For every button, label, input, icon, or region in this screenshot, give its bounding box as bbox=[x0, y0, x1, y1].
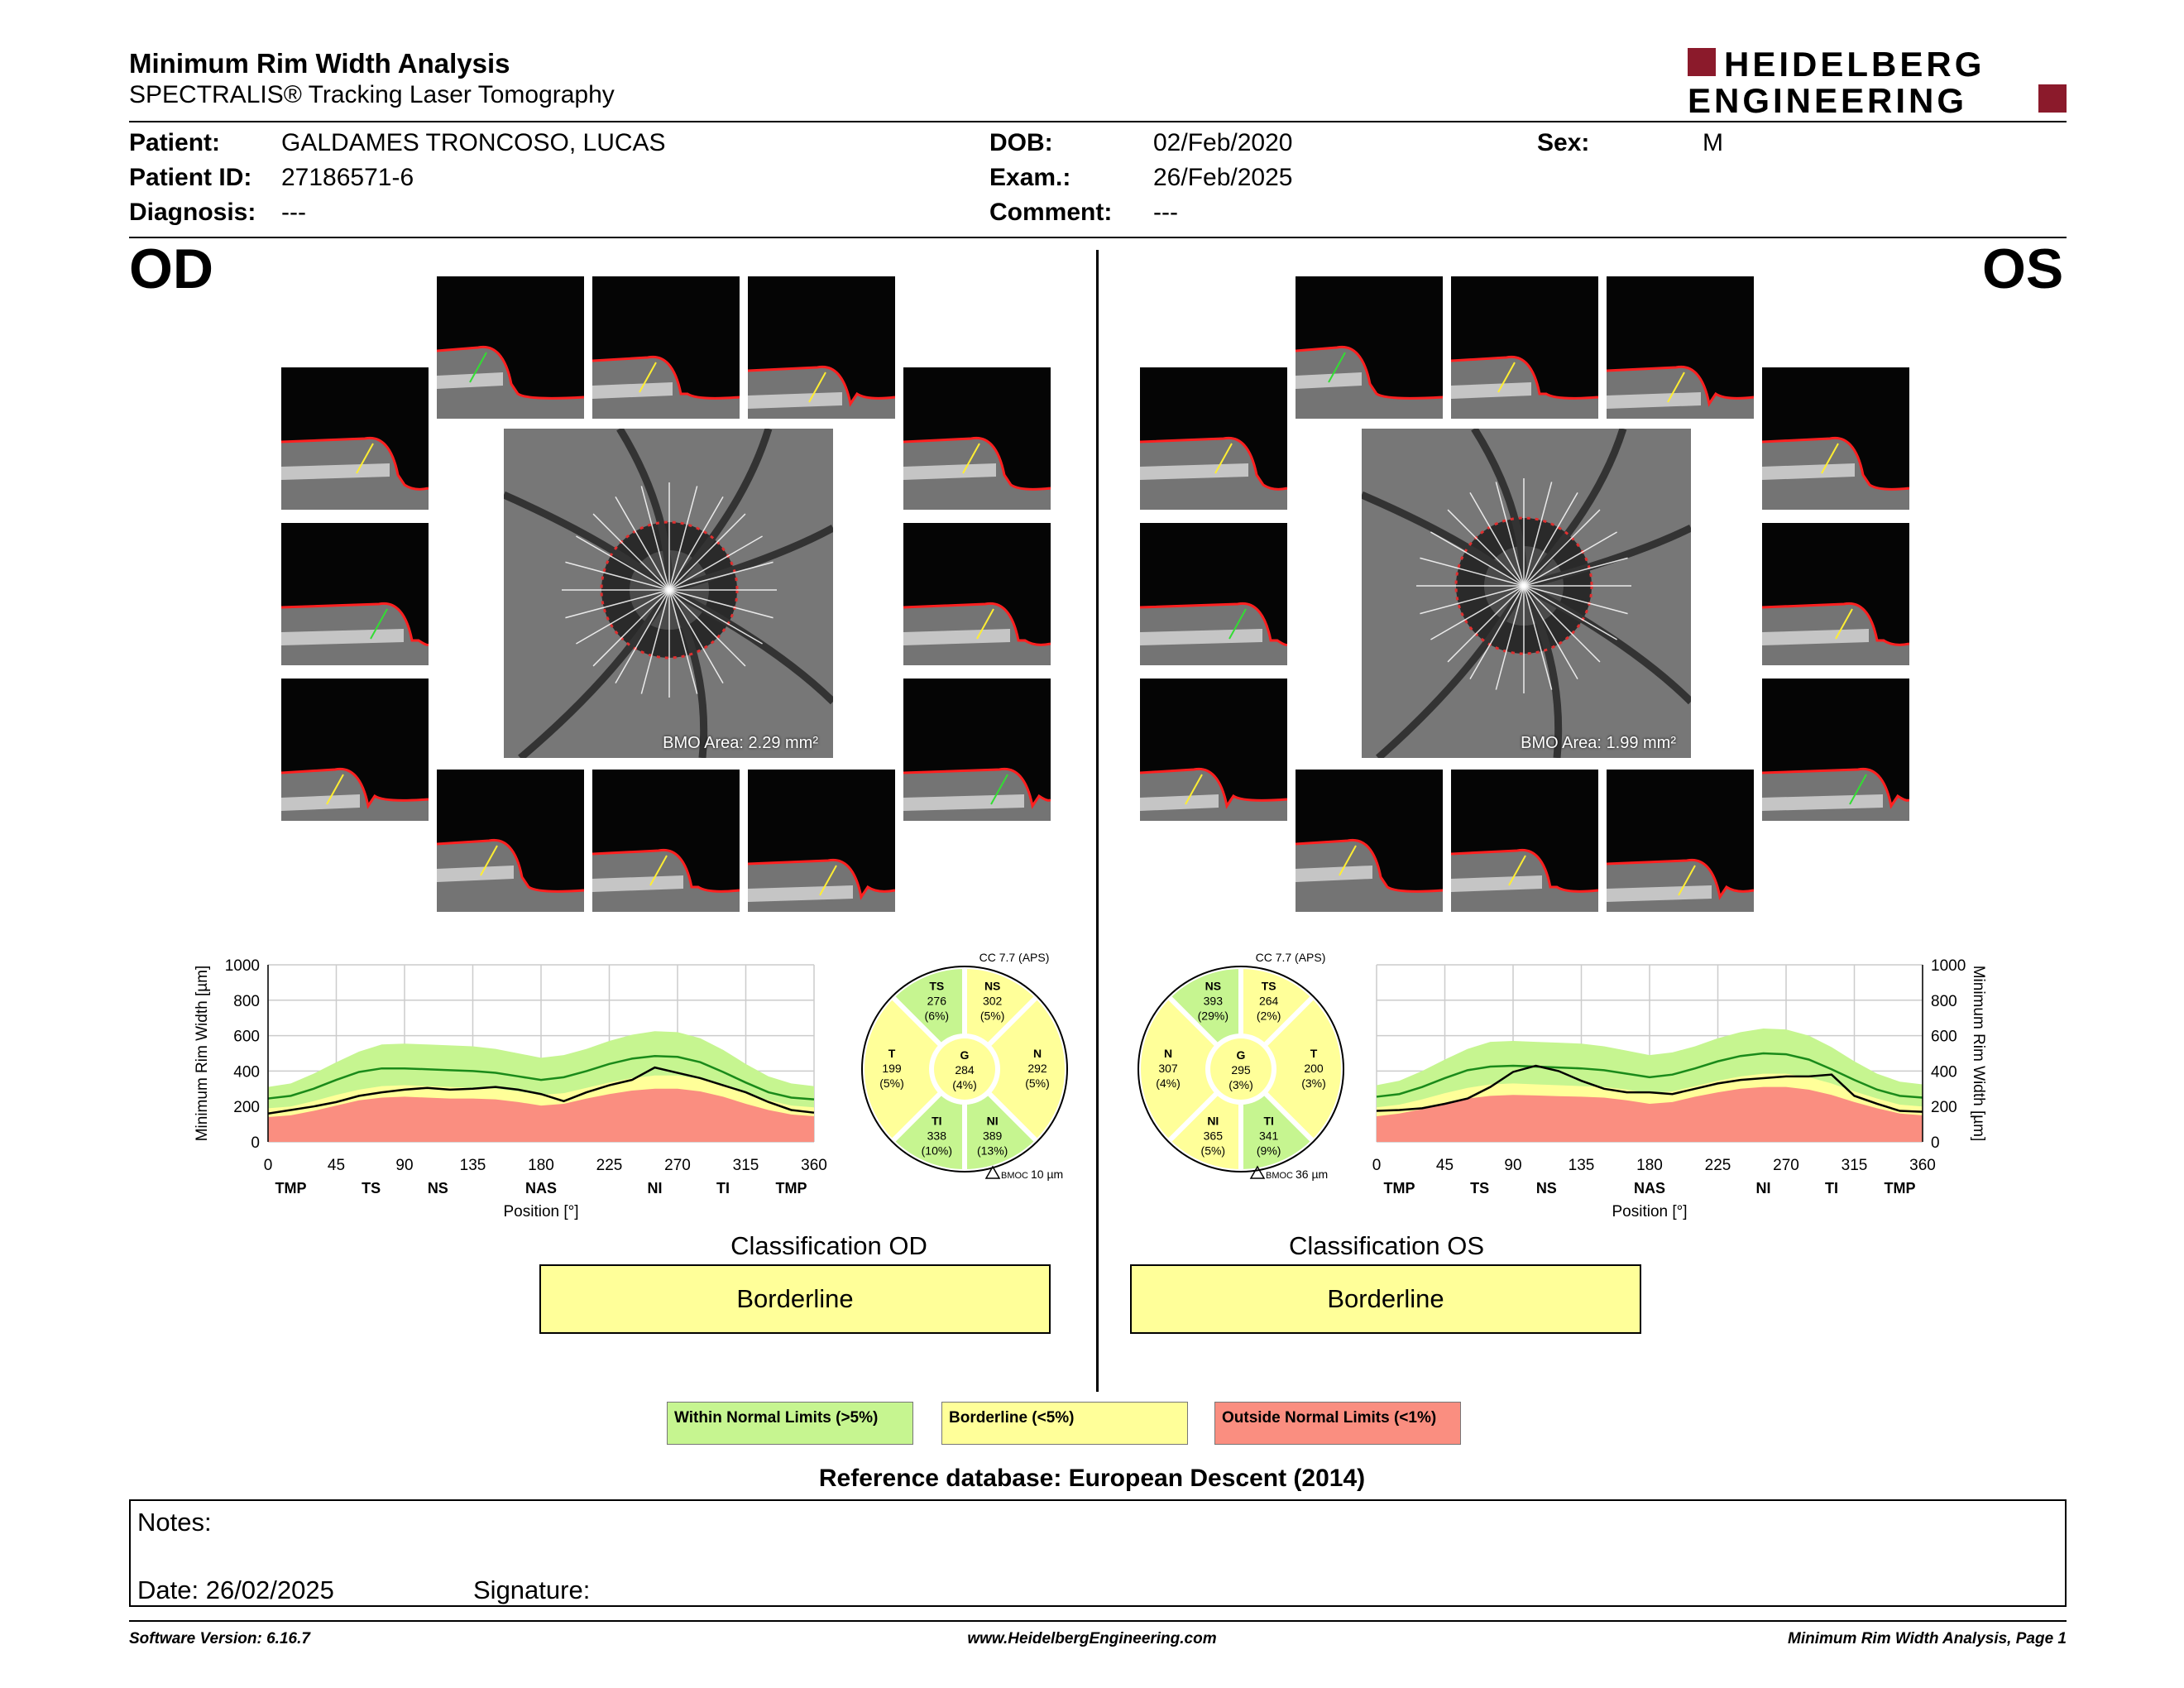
diagnosis-label: Diagnosis: bbox=[129, 199, 256, 226]
od-sector-pie bbox=[836, 943, 1084, 1183]
info-rule bbox=[129, 237, 2067, 238]
svg-text:HEIDELBERG: HEIDELBERG bbox=[1724, 45, 1985, 84]
sector-text: 302 bbox=[982, 994, 1003, 1008]
sector-text: N bbox=[1163, 1047, 1173, 1060]
sector-text: (9%) bbox=[1256, 1144, 1281, 1158]
x-tick-label: 360 bbox=[1909, 1157, 1936, 1174]
y-tick-label: 800 bbox=[1931, 992, 1957, 1010]
sector-text: (10%) bbox=[921, 1144, 953, 1158]
dob-label: DOB: bbox=[989, 129, 1053, 156]
oct-bscan-8 bbox=[1762, 523, 1909, 665]
cc-label: CC 7.7 (APS) bbox=[1255, 951, 1326, 964]
sector-text: (3%) bbox=[1228, 1078, 1253, 1091]
os-classification-title: Classification OS bbox=[1288, 1231, 1485, 1260]
sector-label: NS bbox=[427, 1180, 448, 1196]
os-eye-label: OS bbox=[1982, 237, 2064, 300]
y-tick-label: 200 bbox=[1931, 1099, 1957, 1117]
oct-bscan-6 bbox=[281, 679, 429, 821]
x-tick-label: 225 bbox=[1704, 1157, 1731, 1174]
x-axis-title: Position [°] bbox=[1612, 1203, 1688, 1220]
oct-bscan-12 bbox=[1607, 770, 1754, 912]
sector-text: TS bbox=[1261, 979, 1276, 993]
legend-outside-normal: Outside Normal Limits (<1%) bbox=[1214, 1402, 1461, 1445]
patient-label: Patient: bbox=[129, 129, 221, 156]
website: www.HeidelbergEngineering.com bbox=[967, 1630, 1217, 1647]
y-tick-label: 400 bbox=[1931, 1063, 1957, 1081]
sector-text: (4%) bbox=[1156, 1077, 1181, 1090]
oct-bscan-3 bbox=[1607, 276, 1754, 419]
legend-borderline: Borderline (<5%) bbox=[941, 1402, 1188, 1445]
sector-label: TMP bbox=[1383, 1180, 1415, 1196]
x-tick-label: 45 bbox=[1435, 1157, 1454, 1174]
sector-text: (3%) bbox=[1301, 1077, 1326, 1090]
sector-text: (5%) bbox=[1025, 1077, 1050, 1090]
date-label: Date: 26/02/2025 bbox=[137, 1575, 334, 1604]
x-tick-label: 270 bbox=[1773, 1157, 1799, 1174]
oct-bscan-12 bbox=[748, 770, 895, 912]
sector-text: NI bbox=[986, 1114, 999, 1128]
y-tick-label: 1000 bbox=[1931, 957, 1966, 975]
os-mrw-chart bbox=[1357, 952, 2002, 1225]
x-tick-label: 360 bbox=[801, 1157, 827, 1174]
os-fundus-image bbox=[1362, 429, 1691, 758]
software-version: Software Version: 6.16.7 bbox=[129, 1630, 310, 1647]
od-classification-title: Classification OD bbox=[730, 1231, 927, 1260]
report-title: Minimum Rim Width Analysis bbox=[129, 48, 510, 79]
sector-text: 292 bbox=[1027, 1062, 1047, 1075]
sector-label: TS bbox=[1470, 1180, 1490, 1196]
x-tick-label: 135 bbox=[459, 1157, 486, 1174]
bmoc-sub: BMOC bbox=[1001, 1171, 1028, 1181]
oct-bscan-2 bbox=[1451, 276, 1598, 419]
patient-id-label: Patient ID: bbox=[129, 164, 252, 191]
od-classification-box: Borderline bbox=[539, 1264, 1051, 1334]
sector-text: 295 bbox=[1231, 1063, 1251, 1077]
os-sector-pie bbox=[1133, 943, 1382, 1183]
sector-label: NAS bbox=[1633, 1180, 1666, 1196]
sector-text: 276 bbox=[927, 994, 947, 1008]
sector-label: TMP bbox=[1884, 1180, 1916, 1196]
bmoc-sub: BMOC bbox=[1266, 1171, 1293, 1181]
sector-text: 341 bbox=[1258, 1129, 1279, 1143]
y-tick-label: 0 bbox=[1931, 1134, 1940, 1152]
y-tick-label: 800 bbox=[233, 992, 260, 1010]
sector-label: NI bbox=[1755, 1180, 1771, 1196]
oct-bscan-1 bbox=[1296, 276, 1443, 419]
sector-label: NS bbox=[1535, 1180, 1557, 1196]
sector-text: (6%) bbox=[924, 1009, 950, 1023]
y-axis-title: Minimum Rim Width [µm] bbox=[194, 965, 211, 1142]
x-tick-label: 0 bbox=[1372, 1157, 1382, 1174]
oct-bscan-8 bbox=[903, 523, 1051, 665]
legend-within-normal: Within Normal Limits (>5%) bbox=[667, 1402, 913, 1445]
od-bmo-area: BMO Area: 2.29 mm² bbox=[663, 734, 818, 752]
sector-text: T bbox=[888, 1047, 896, 1060]
report-subtitle: SPECTRALIS® Tracking Laser Tomography bbox=[129, 81, 615, 108]
oct-bscan-6 bbox=[1140, 679, 1287, 821]
x-tick-label: 45 bbox=[327, 1157, 346, 1174]
sector-text: NS bbox=[1205, 979, 1222, 993]
comment-label: Comment: bbox=[989, 199, 1113, 226]
od-mrw-chart bbox=[190, 952, 836, 1225]
dob-value: 02/Feb/2020 bbox=[1153, 129, 1293, 156]
x-tick-label: 315 bbox=[1841, 1157, 1868, 1174]
sector-label: NI bbox=[647, 1180, 663, 1196]
sector-text: 365 bbox=[1203, 1129, 1224, 1143]
sector-label: TMP bbox=[275, 1180, 307, 1196]
os-bmo-area: BMO Area: 1.99 mm² bbox=[1521, 734, 1676, 752]
oct-bscan-4 bbox=[1140, 367, 1287, 510]
y-tick-label: 600 bbox=[233, 1028, 260, 1046]
sector-text: N bbox=[1032, 1047, 1042, 1060]
sector-text: 284 bbox=[955, 1063, 975, 1077]
y-tick-label: 0 bbox=[251, 1134, 260, 1152]
x-tick-label: 90 bbox=[1504, 1157, 1522, 1174]
oct-bscan-5 bbox=[281, 523, 429, 665]
x-tick-label: 135 bbox=[1568, 1157, 1595, 1174]
chart-plot-area bbox=[1377, 965, 1923, 1142]
y-tick-label: 200 bbox=[233, 1099, 260, 1117]
x-tick-label: 315 bbox=[732, 1157, 759, 1174]
oct-bscan-5 bbox=[1140, 523, 1287, 665]
sector-label: NAS bbox=[524, 1180, 558, 1196]
diagnosis-value: --- bbox=[281, 199, 306, 226]
y-tick-label: 600 bbox=[1931, 1028, 1957, 1046]
sector-text: (2%) bbox=[1256, 1009, 1281, 1023]
sector-text: 389 bbox=[982, 1129, 1003, 1143]
sector-text: NI bbox=[1207, 1114, 1219, 1128]
exam-value: 26/Feb/2025 bbox=[1153, 164, 1293, 191]
sector-text: 199 bbox=[882, 1062, 902, 1075]
oct-bscan-11 bbox=[1451, 770, 1598, 912]
sector-text: (4%) bbox=[952, 1078, 977, 1091]
x-axis-title: Position [°] bbox=[503, 1203, 579, 1220]
sector-label: TMP bbox=[775, 1180, 807, 1196]
sex-value: M bbox=[1703, 129, 1723, 156]
oct-bscan-7 bbox=[903, 367, 1051, 510]
oct-bscan-7 bbox=[1762, 367, 1909, 510]
x-tick-label: 270 bbox=[664, 1157, 691, 1174]
y-tick-label: 400 bbox=[233, 1063, 260, 1081]
comment-value: --- bbox=[1153, 199, 1178, 226]
oct-bscan-9 bbox=[903, 679, 1051, 821]
header-rule bbox=[129, 121, 2067, 122]
x-tick-label: 180 bbox=[528, 1157, 554, 1174]
sector-text: (5%) bbox=[979, 1009, 1005, 1023]
x-tick-label: 225 bbox=[596, 1157, 623, 1174]
od-eye-label: OD bbox=[129, 237, 213, 300]
exam-label: Exam.: bbox=[989, 164, 1071, 191]
sector-text: (5%) bbox=[1200, 1144, 1226, 1158]
footer-rule bbox=[129, 1620, 2067, 1622]
oct-bscan-1 bbox=[437, 276, 584, 419]
svg-text:ENGINEERING: ENGINEERING bbox=[1688, 81, 1968, 116]
x-tick-label: 0 bbox=[263, 1157, 273, 1174]
chart-plot-area bbox=[268, 965, 814, 1142]
logo-square-top bbox=[1688, 48, 1716, 76]
sector-text: 307 bbox=[1158, 1062, 1178, 1075]
sector-text: TI bbox=[1263, 1114, 1274, 1128]
oct-bscan-11 bbox=[592, 770, 740, 912]
bmoc-value: 10 µm bbox=[1031, 1168, 1064, 1181]
oct-bscan-10 bbox=[1296, 770, 1443, 912]
oct-bscan-4 bbox=[281, 367, 429, 510]
sector-label: TI bbox=[716, 1180, 730, 1196]
sex-label: Sex: bbox=[1537, 129, 1590, 156]
oct-bscan-2 bbox=[592, 276, 740, 419]
y-axis-title: Minimum Rim Width [µm] bbox=[1970, 965, 1987, 1142]
cc-label: CC 7.7 (APS) bbox=[979, 951, 1050, 964]
sector-text: (13%) bbox=[976, 1144, 1008, 1158]
oct-bscan-3 bbox=[748, 276, 895, 419]
signature-label: Signature: bbox=[473, 1575, 591, 1604]
y-tick-label: 1000 bbox=[224, 957, 260, 975]
sector-text: TI bbox=[932, 1114, 942, 1128]
sector-text: TS bbox=[929, 979, 945, 993]
heidelberg-logo bbox=[1688, 45, 2068, 116]
patient-id: 27186571-6 bbox=[281, 164, 414, 191]
sector-text: G bbox=[960, 1048, 970, 1062]
sector-text: (29%) bbox=[1197, 1009, 1229, 1023]
sector-text: 264 bbox=[1258, 994, 1279, 1008]
sector-label: TS bbox=[362, 1180, 381, 1196]
x-tick-label: 90 bbox=[395, 1157, 414, 1174]
sector-label: TI bbox=[1825, 1180, 1838, 1196]
oct-bscan-10 bbox=[437, 770, 584, 912]
eye-divider bbox=[1096, 250, 1099, 1392]
os-classification-box: Borderline bbox=[1130, 1264, 1641, 1334]
notes-label: Notes: bbox=[137, 1508, 212, 1537]
sector-text: (5%) bbox=[879, 1077, 904, 1090]
notes-box[interactable] bbox=[129, 1499, 2067, 1607]
bmoc-value: 36 µm bbox=[1296, 1168, 1329, 1181]
sector-text: 200 bbox=[1304, 1062, 1324, 1075]
sector-text: T bbox=[1310, 1047, 1318, 1060]
sector-text: 393 bbox=[1203, 994, 1224, 1008]
x-tick-label: 180 bbox=[1636, 1157, 1663, 1174]
reference-database: Reference database: European Descent (2014) bbox=[818, 1465, 1366, 1492]
logo-square-bottom bbox=[2038, 84, 2067, 113]
sector-text: 338 bbox=[927, 1129, 947, 1143]
od-fundus-image bbox=[504, 429, 833, 758]
sector-text: G bbox=[1236, 1048, 1246, 1062]
sector-text: NS bbox=[984, 979, 1001, 993]
oct-bscan-9 bbox=[1762, 679, 1909, 821]
page-label: Minimum Rim Width Analysis, Page 1 bbox=[1788, 1630, 2067, 1647]
patient-name: GALDAMES TRONCOSO, LUCAS bbox=[281, 129, 666, 156]
